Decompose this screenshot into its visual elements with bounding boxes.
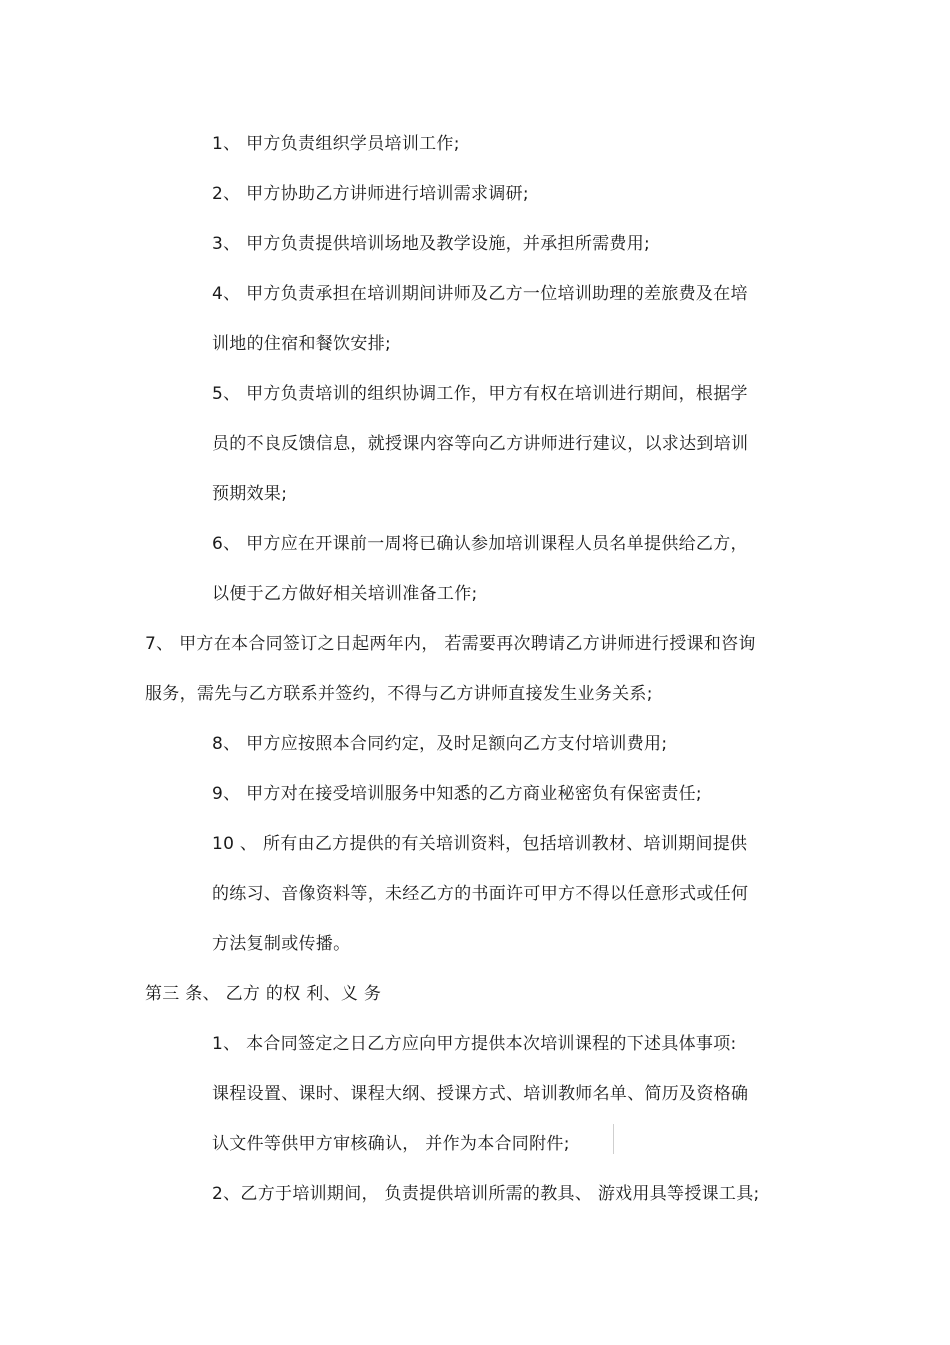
text-line: 3、 甲方负责提供培训场地及教学设施，并承担所需费用; [212,234,651,254]
section-heading: 第三 条、 乙方 的权 利、义 务 [145,984,382,1004]
text-line: 方法复制或传播。 [212,934,351,954]
text-line: 4、 甲方负责承担在培训期间讲师及乙方一位培训助理的差旅费及在培 [212,284,748,304]
text-line: 以便于乙方做好相关培训准备工作; [212,584,478,604]
text-line: 训地的住宿和餐饮安排; [212,334,392,354]
text-line: 10 、 所有由乙方提供的有关培训资料，包括培训教材、培训期间提供 [212,834,748,854]
text-line: 员的不良反馈信息，就授课内容等向乙方讲师进行建议，以求达到培训 [212,434,749,454]
text-line: 6、 甲方应在开课前一周将已确认参加培训课程人员名单提供给乙方， [212,534,748,554]
text-line: 8、 甲方应按照本合同约定，及时足额向乙方支付培训费用; [212,734,668,754]
text-line: 的练习、音像资料等，未经乙方的书面许可甲方不得以任意形式或任何 [212,884,749,904]
text-line: 5、 甲方负责培训的组织协调工作，甲方有权在培训进行期间，根据学 [212,384,748,404]
text-line: 2、乙方于培训期间， 负责提供培训所需的教具、 游戏用具等授课工具; [212,1184,760,1204]
text-line: 7、 甲方在本合同签订之日起两年内， 若需要再次聘请乙方讲师进行授课和咨询 [145,634,756,654]
text-line: 2、 甲方协助乙方讲师进行培训需求调研; [212,184,529,204]
text-line: 认文件等供甲方审核确认， 并作为本合同附件; [212,1134,570,1154]
text-line: 预期效果; [212,484,288,504]
text-line: 1、 本合同签定之日乙方应向甲方提供本次培训课程的下述具体事项: [212,1034,737,1054]
text-line: 服务，需先与乙方联系并签约，不得与乙方讲师直接发生业务关系; [145,684,653,704]
text-cursor-mark [613,1124,614,1154]
text-line: 课程设置、课时、课程大纲、授课方式、培训教师名单、简历及资格确 [212,1084,749,1104]
text-line: 9、 甲方对在接受培训服务中知悉的乙方商业秘密负有保密责任; [212,784,702,804]
text-line: 1、 甲方负责组织学员培训工作; [212,134,460,154]
